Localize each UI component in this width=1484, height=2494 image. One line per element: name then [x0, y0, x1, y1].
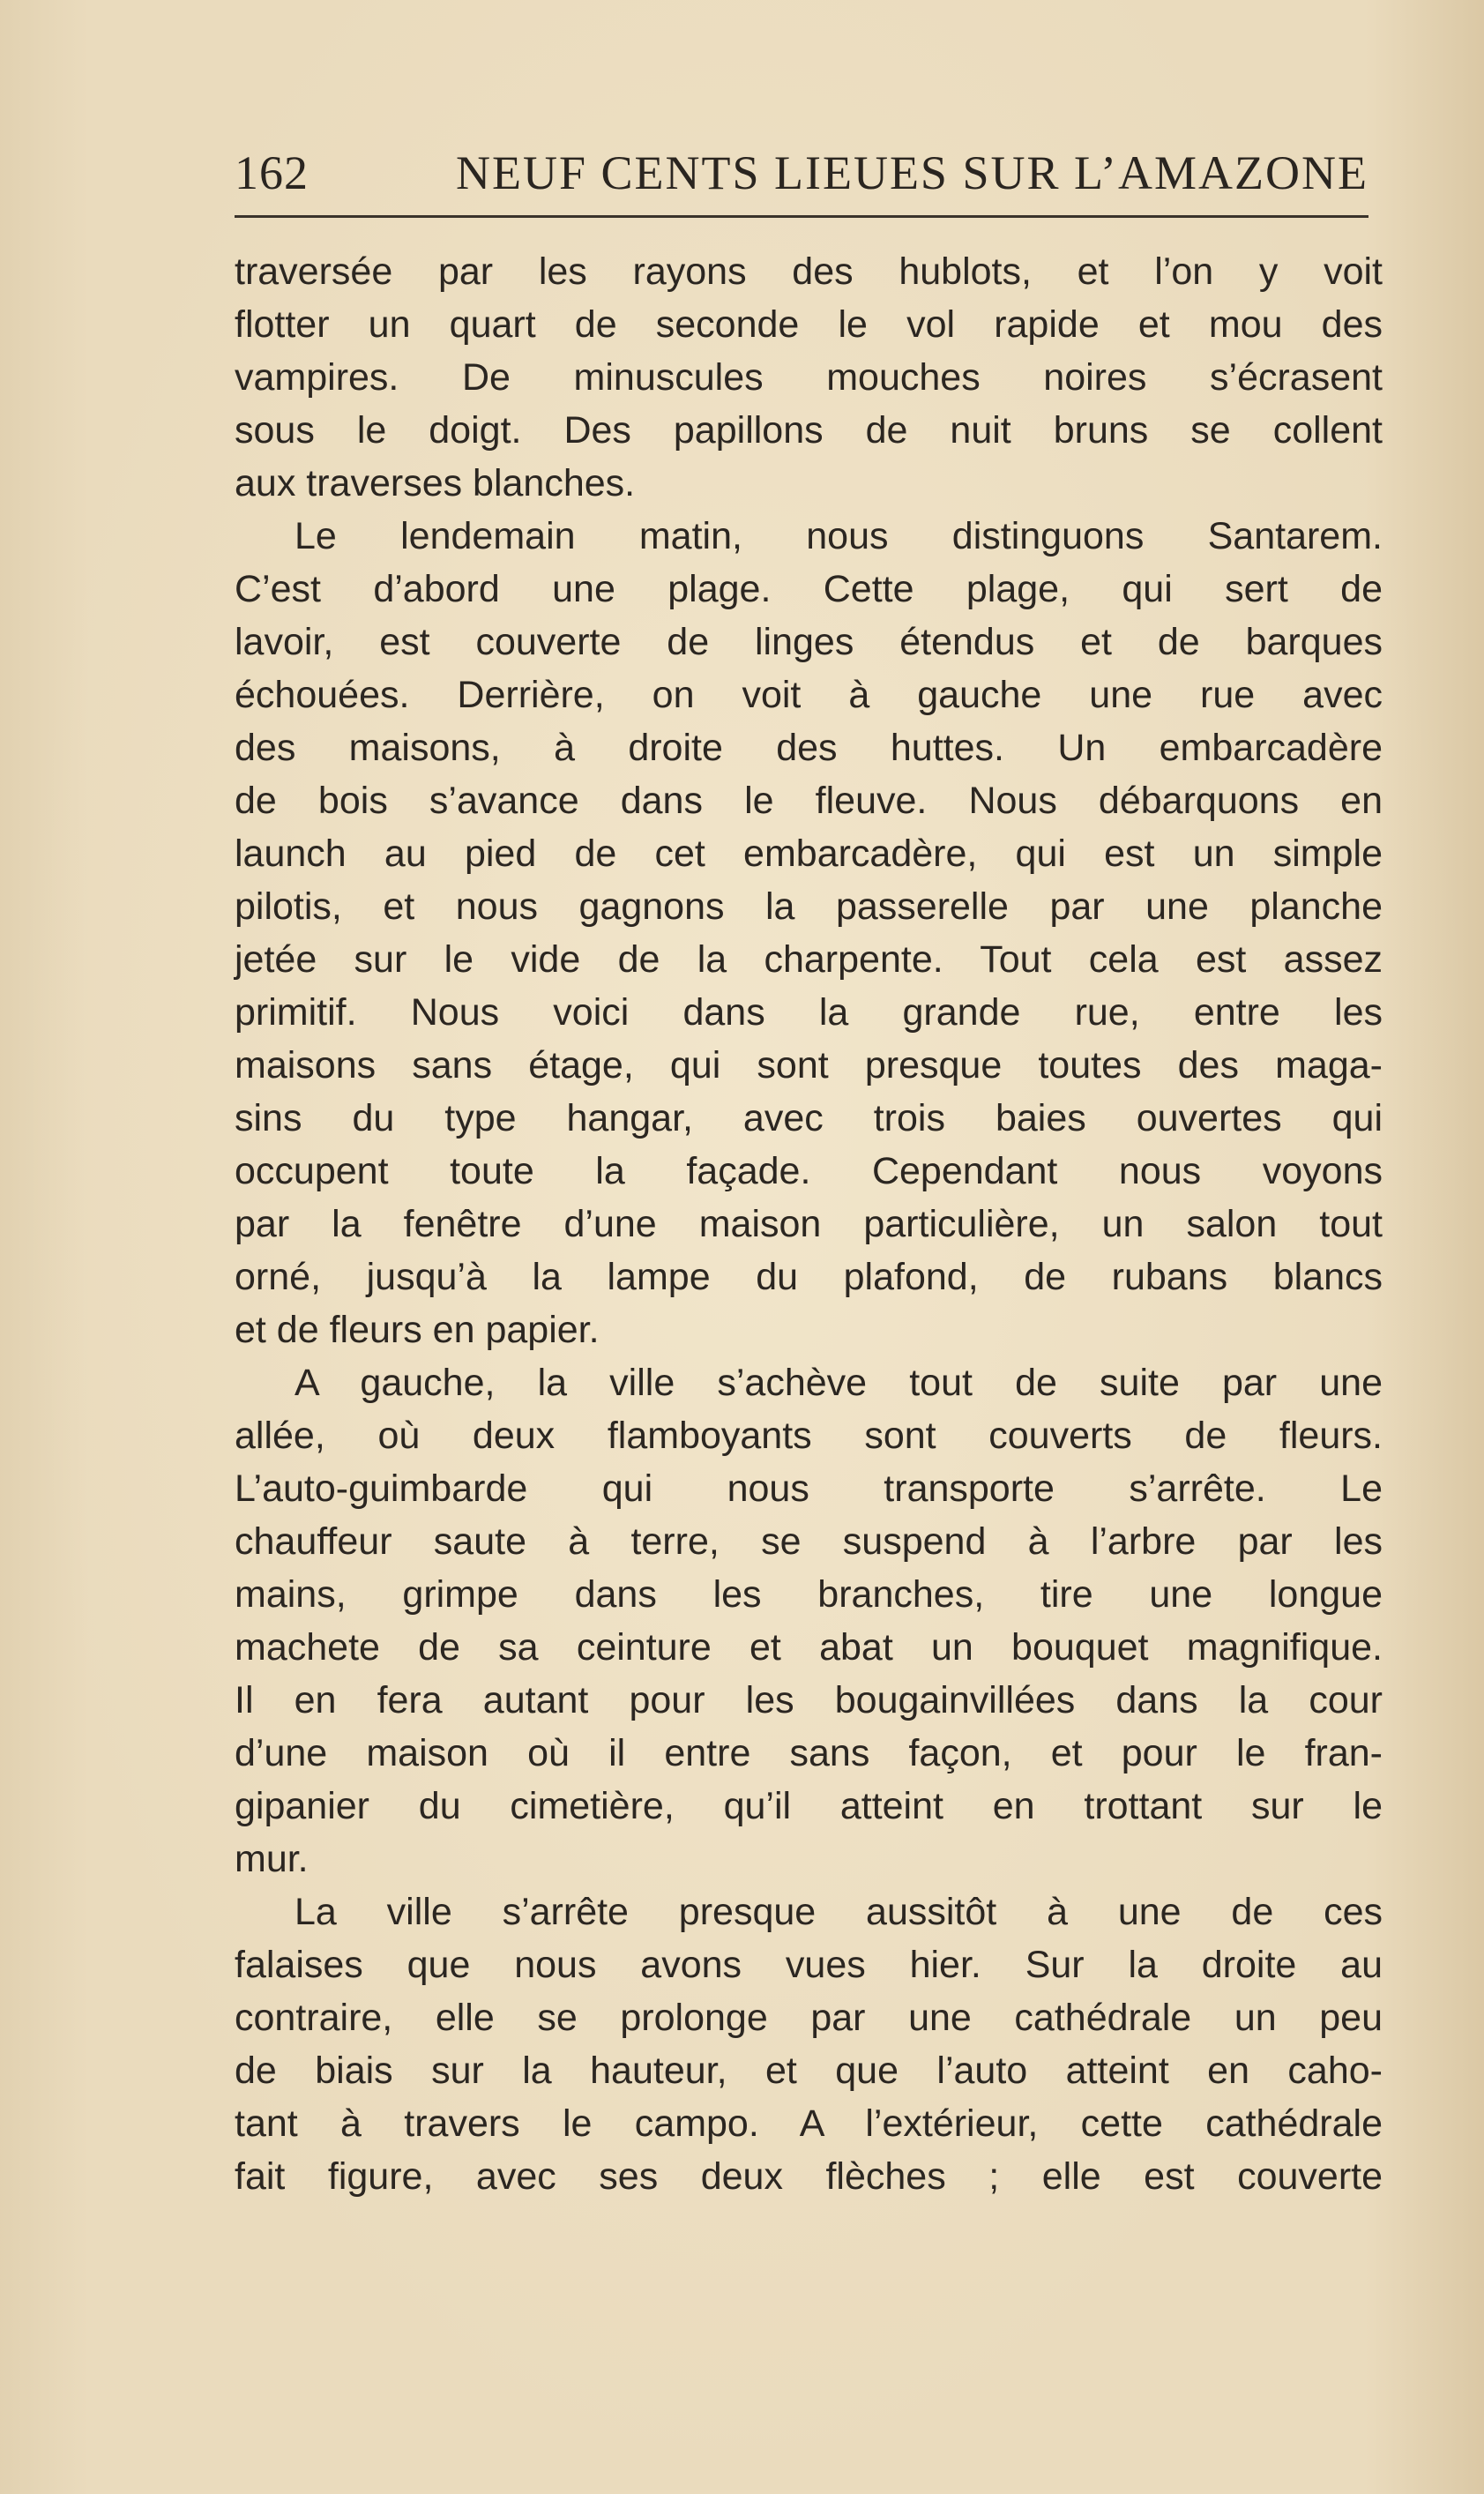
text-line: fait figure, avec ses deux flèches ; elle est couverte — [235, 2155, 1383, 2198]
text-line: des maisons, à droite des huttes. Un embarcadère — [235, 727, 1383, 769]
running-head — [235, 138, 1368, 208]
text-line: allée, où deux flamboyants sont couverts de fleurs. — [235, 1415, 1383, 1457]
text-line: primitif. Nous voici dans la grande rue, entre les — [235, 991, 1383, 1034]
text-line: orné, jusqu’à la lampe du plafond, de rubans blancs — [235, 1256, 1383, 1298]
text-line: contraire, elle se prolonge par une cathédrale un peu — [235, 1997, 1383, 2039]
text-line: C’est d’abord une plage. Cette plage, qui sert de — [235, 568, 1383, 610]
text-line: aux traverses blanches. — [235, 462, 636, 504]
text-line: de bois s’avance dans le fleuve. Nous débarquons en — [235, 780, 1383, 822]
text-line: maisons sans étage, qui sont presque toutes des maga- — [235, 1044, 1383, 1086]
text-line: launch au pied de cet embarcadère, qui est un simple — [235, 833, 1383, 875]
text-line: flotter un quart de seconde le vol rapide et mou des — [235, 303, 1383, 346]
running-title: NEUF CENTS LIEUES SUR L’AMAZONE — [455, 146, 1368, 199]
text-line: occupent toute la façade. Cependant nous voyons — [235, 1150, 1383, 1192]
text-line: sous le doigt. Des papillons de nuit bruns se collent — [235, 409, 1383, 452]
text-line: de biais sur la hauteur, et que l’auto atteint en caho- — [235, 2050, 1383, 2092]
text-line: traversée par les rayons des hublots, et l’on y voit — [235, 250, 1383, 293]
text-line: chauffeur saute à terre, se suspend à l’arbre par les — [235, 1520, 1383, 1563]
text-line: vampires. De minuscules mouches noires s’écrasent — [235, 356, 1383, 399]
text-line: et de fleurs en papier. — [235, 1309, 600, 1351]
text-line: Le lendemain matin, nous distinguons Santarem. — [295, 515, 1383, 557]
text-line: machete de sa ceinture et abat un bouquet magnifique. — [235, 1626, 1383, 1669]
text-line: Il en fera autant pour les bougainvillées dans la cour — [235, 1679, 1383, 1721]
text-line: pilotis, et nous gagnons la passerelle par une planche — [235, 885, 1383, 928]
text-line: d’une maison où il entre sans façon, et pour le fran- — [235, 1732, 1383, 1774]
text-line: jetée sur le vide de la charpente. Tout cela est assez — [235, 938, 1383, 981]
text-line: gipanier du cimetière, qu’il atteint en trottant sur le — [235, 1785, 1383, 1827]
body-text — [235, 245, 1383, 2203]
text-line: La ville s’arrête presque aussitôt à une de ces — [295, 1891, 1383, 1933]
header-rule — [235, 215, 1368, 218]
text-line: mains, grimpe dans les branches, tire une longue — [235, 1573, 1383, 1616]
text-line: lavoir, est couverte de linges étendus et de barques — [235, 621, 1383, 663]
text-line: échouées. Derrière, on voit à gauche une rue avec — [235, 674, 1383, 716]
page-number: 162 — [235, 146, 309, 199]
text-line: tant à travers le campo. A l’extérieur, cette cathédrale — [235, 2102, 1383, 2145]
text-line: par la fenêtre d’une maison particulière, un salon tout — [235, 1203, 1383, 1245]
text-line: A gauche, la ville s’achève tout de suite par une — [295, 1362, 1383, 1404]
text-line: mur. — [235, 1838, 309, 1880]
text-line: falaises que nous avons vues hier. Sur la droite au — [235, 1944, 1383, 1986]
text-line: sins du type hangar, avec trois baies ouvertes qui — [235, 1097, 1383, 1139]
text-line: L’auto-guimbarde qui nous transporte s’arrête. Le — [235, 1467, 1383, 1510]
